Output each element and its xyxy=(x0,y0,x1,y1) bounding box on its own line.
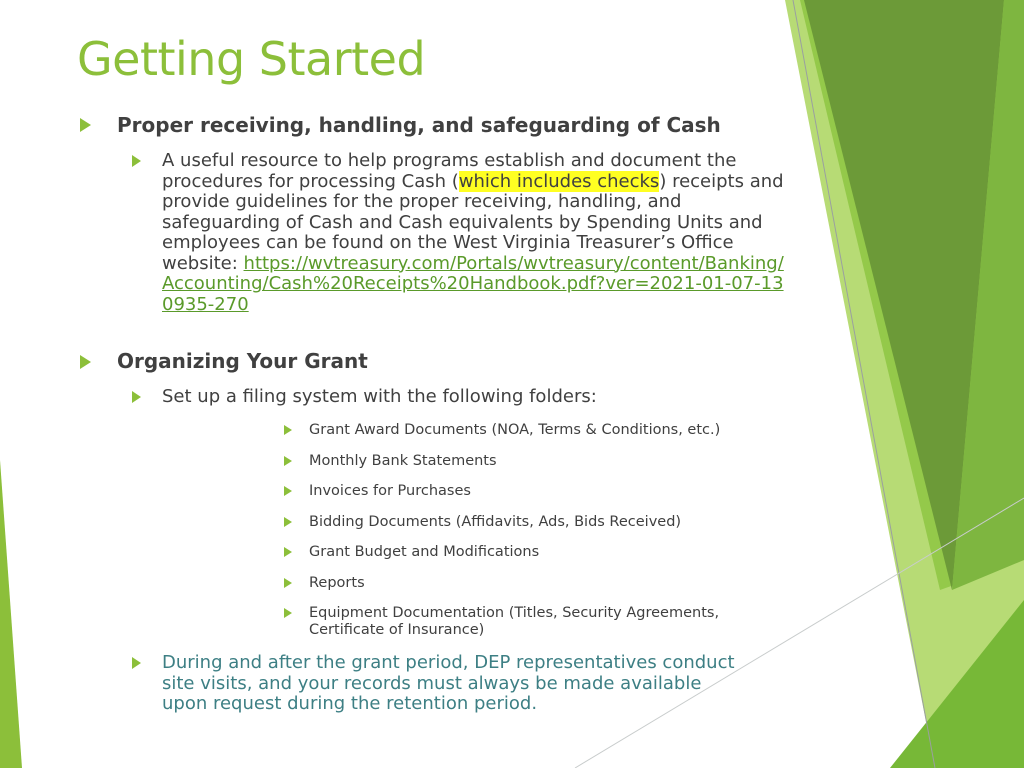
slide-title: Getting Started xyxy=(77,32,426,86)
bullet-arrow-icon xyxy=(132,391,141,403)
grant-heading: Organizing Your Grant xyxy=(117,349,368,373)
highlighted-text: which includes checks xyxy=(458,170,660,192)
retention-note: During and after the grant period, DEP representatives conduct site visits, and your records must always be made available upon request during the retention period. xyxy=(162,652,735,714)
folder-item: Equipment Documentation (Titles, Security Agreements, Certificate of Insurance) xyxy=(309,605,720,638)
bullet-arrow-icon xyxy=(284,486,292,496)
folder-item: Reports xyxy=(309,575,365,591)
bullet-arrow-icon xyxy=(284,456,292,466)
cash-heading: Proper receiving, handling, and safeguarding of Cash xyxy=(117,113,721,137)
bullet-arrow-icon xyxy=(284,578,292,588)
bullet-arrow-icon xyxy=(284,425,292,435)
bullet-arrow-icon xyxy=(132,155,141,167)
folder-item: Bidding Documents (Affidavits, Ads, Bids Received) xyxy=(309,514,682,530)
bullet-arrow-icon xyxy=(284,608,292,618)
cash-text-before: A useful resource to help programs establish and document the procedures for processing Cash ( xyxy=(162,150,737,192)
left-green-wedge xyxy=(0,460,22,768)
bullet-arrow-icon xyxy=(80,118,91,132)
folder-item: Grant Award Documents (NOA, Terms & Conditions, etc.) xyxy=(309,422,721,438)
folder-item: Invoices for Purchases xyxy=(309,483,471,499)
bullet-arrow-icon xyxy=(132,657,141,669)
bullet-arrow-icon xyxy=(284,547,292,557)
folder-item: Grant Budget and Modifications xyxy=(309,544,540,560)
cash-resource-paragraph xyxy=(162,151,787,315)
bullet-arrow-icon xyxy=(284,517,292,527)
bullet-arrow-icon xyxy=(80,355,91,369)
treasury-handbook-link[interactable]: https://wvtreasury.com/Portals/wvtreasury/content/Banking/Accounting/Cash%20Receipts%20Handbook.pdf?ver=2021-01-07-130935-270 xyxy=(162,252,784,315)
filing-system-text: Set up a filing system with the following folders: xyxy=(162,386,597,407)
folder-item: Monthly Bank Statements xyxy=(309,453,497,469)
cash-text-after: ) receipts and provide guidelines for the proper receiving, handling, and safeguarding of Cash and Cash equivalents by Spending Units and employees can be found on the West Virginia Treasurer’s Office website: xyxy=(162,170,784,274)
